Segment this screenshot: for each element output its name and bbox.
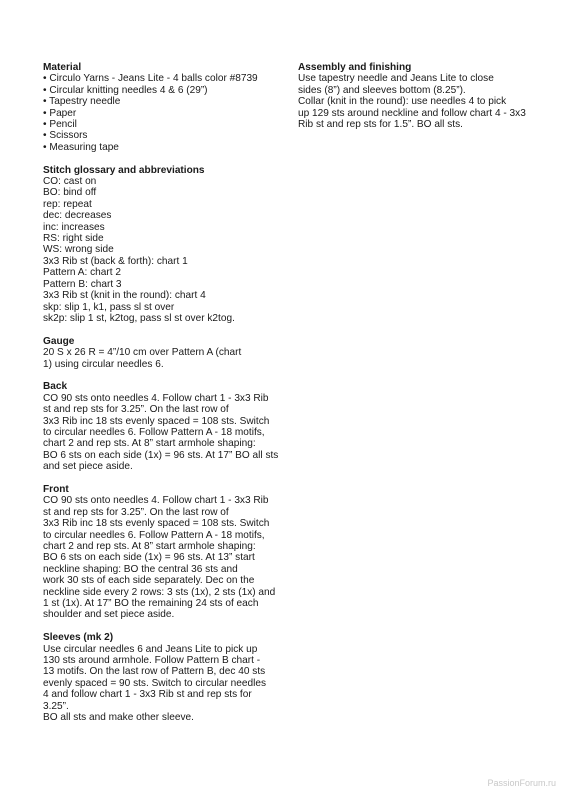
text-line: chart 2 and rep sts. At 8” start armhole shaping: (43, 438, 256, 450)
text-line: neckline shaping: BO the central 36 sts and (43, 563, 238, 575)
text-line: work 30 sts of each side separately. Dec on the (43, 575, 255, 587)
text-line: neckline side every 2 rows: 3 sts (1x), 2 sts (1x) and (43, 586, 276, 598)
text-line: Pattern B: chart 3 (43, 278, 122, 290)
text-line: 1 st (1x). At 17” BO the remaining 24 sts of each (43, 598, 259, 610)
text-line: sk2p: slip 1 st, k2tog, pass sl st over k2tog. (43, 312, 235, 324)
section-heading: Stitch glossary and abbreviations (43, 164, 205, 176)
section-heading: Gauge (43, 335, 75, 347)
text-line: 130 sts around armhole. Follow Pattern B chart - (43, 655, 261, 667)
text-line: Rib st and rep sts for 1.5”. BO all sts. (298, 119, 463, 131)
text-line: chart 2 and rep sts. At 8” start armhole shaping: (43, 541, 256, 552)
text-line: 4 and follow chart 1 - 3x3 Rib st and rep sts for (43, 689, 252, 701)
text-line: 3x3 Rib st (back & forth): chart 1 (43, 255, 188, 267)
section-front (43, 484, 293, 621)
text-line: Use tapestry needle and Jeans Lite to close (298, 73, 494, 85)
section-heading: Assembly and finishing (298, 62, 412, 73)
text-line: 13 motifs. On the last row of Pattern B, dec 40 sts (43, 666, 266, 678)
text-line: • Measuring tape (43, 141, 119, 153)
section-stitch-glossary-and-abbreviations (43, 165, 293, 325)
text-line: Collar (knit in the round): use needles 4 to pick (298, 96, 507, 108)
right-column (298, 62, 548, 142)
text-line: • Circular knitting needles 4 & 6 (29”) (43, 84, 208, 96)
left-column (43, 62, 293, 735)
text-line: BO 6 sts on each side (1x) = 96 sts. At 17” BO all sts (43, 449, 279, 461)
text-line: evenly spaced = 90 sts. Switch to circular needles (43, 677, 267, 689)
text-line: 3x3 Rib st (knit in the round): chart 4 (43, 290, 206, 302)
text-line: skp: slip 1, k1, pass sl st over (43, 301, 175, 313)
watermark: PassionForum.ru (487, 778, 556, 788)
section-heading: Back (43, 381, 68, 393)
text-line: 3x3 Rib inc 18 sts evenly spaced = 108 sts. Switch (43, 415, 270, 427)
text-line: st and rep sts for 3.25”. On the last row of (43, 506, 229, 518)
text-line: Use circular needles 6 and Jeans Lite to pick up (43, 643, 258, 655)
section-assembly-and-finishing (298, 62, 548, 130)
section-sleeves-mk-2 (43, 632, 293, 723)
text-line: dec: decreases (43, 210, 112, 222)
text-line: • Paper (43, 107, 77, 119)
text-line: BO all sts and make other sleeve. (43, 712, 194, 724)
section-heading: Front (43, 483, 69, 495)
text-line: CO 90 sts onto needles 4. Follow chart 1 - 3x3 Rib (43, 392, 269, 404)
text-line: • Pencil (43, 119, 77, 131)
text-line: 3x3 Rib inc 18 sts evenly spaced = 108 sts. Switch (43, 518, 270, 530)
text-line: BO 6 sts on each side (1x) = 96 sts. At 13” start (43, 552, 255, 564)
text-line: rep: repeat (43, 198, 92, 210)
text-line: CO 90 sts onto needles 4. Follow chart 1 - 3x3 Rib (43, 495, 269, 507)
text-line: and set piece aside. (43, 461, 133, 473)
text-line: inc: increases (43, 221, 105, 233)
section-heading: Sleeves (mk 2) (43, 632, 114, 644)
section-back (43, 381, 293, 472)
text-line: shoulder and set piece aside. (43, 609, 175, 621)
text-line: 20 S x 26 R = 4”/10 cm over Pattern A (chart (43, 347, 242, 359)
text-line: RS: right side (43, 233, 104, 245)
text-line: Pattern A: chart 2 (43, 267, 121, 279)
text-line: WS: wrong side (43, 244, 114, 256)
section-heading: Material (43, 62, 82, 73)
text-line: st and rep sts for 3.25”. On the last row of (43, 404, 229, 416)
text-line: to circular needles 6. Follow Pattern A - 18 motifs, (43, 426, 265, 438)
text-line: CO: cast on (43, 176, 97, 188)
section-gauge (43, 336, 293, 370)
text-line: BO: bind off (43, 187, 97, 199)
text-line: to circular needles 6. Follow Pattern A - 18 motifs, (43, 529, 265, 541)
text-line: sides (8”) and sleeves bottom (8.25”). (298, 84, 466, 96)
text-line: 1) using circular needles 6. (43, 358, 164, 370)
text-line: up 129 sts around neckline and follow chart 4 - 3x3 (298, 107, 526, 119)
text-line: • Tapestry needle (43, 96, 121, 108)
text-line: • Circulo Yarns - Jeans Lite - 4 balls color #8739 (43, 73, 258, 85)
text-line: 3.25”. (43, 700, 69, 712)
section-material (43, 62, 293, 153)
text-line: • Scissors (43, 130, 88, 142)
